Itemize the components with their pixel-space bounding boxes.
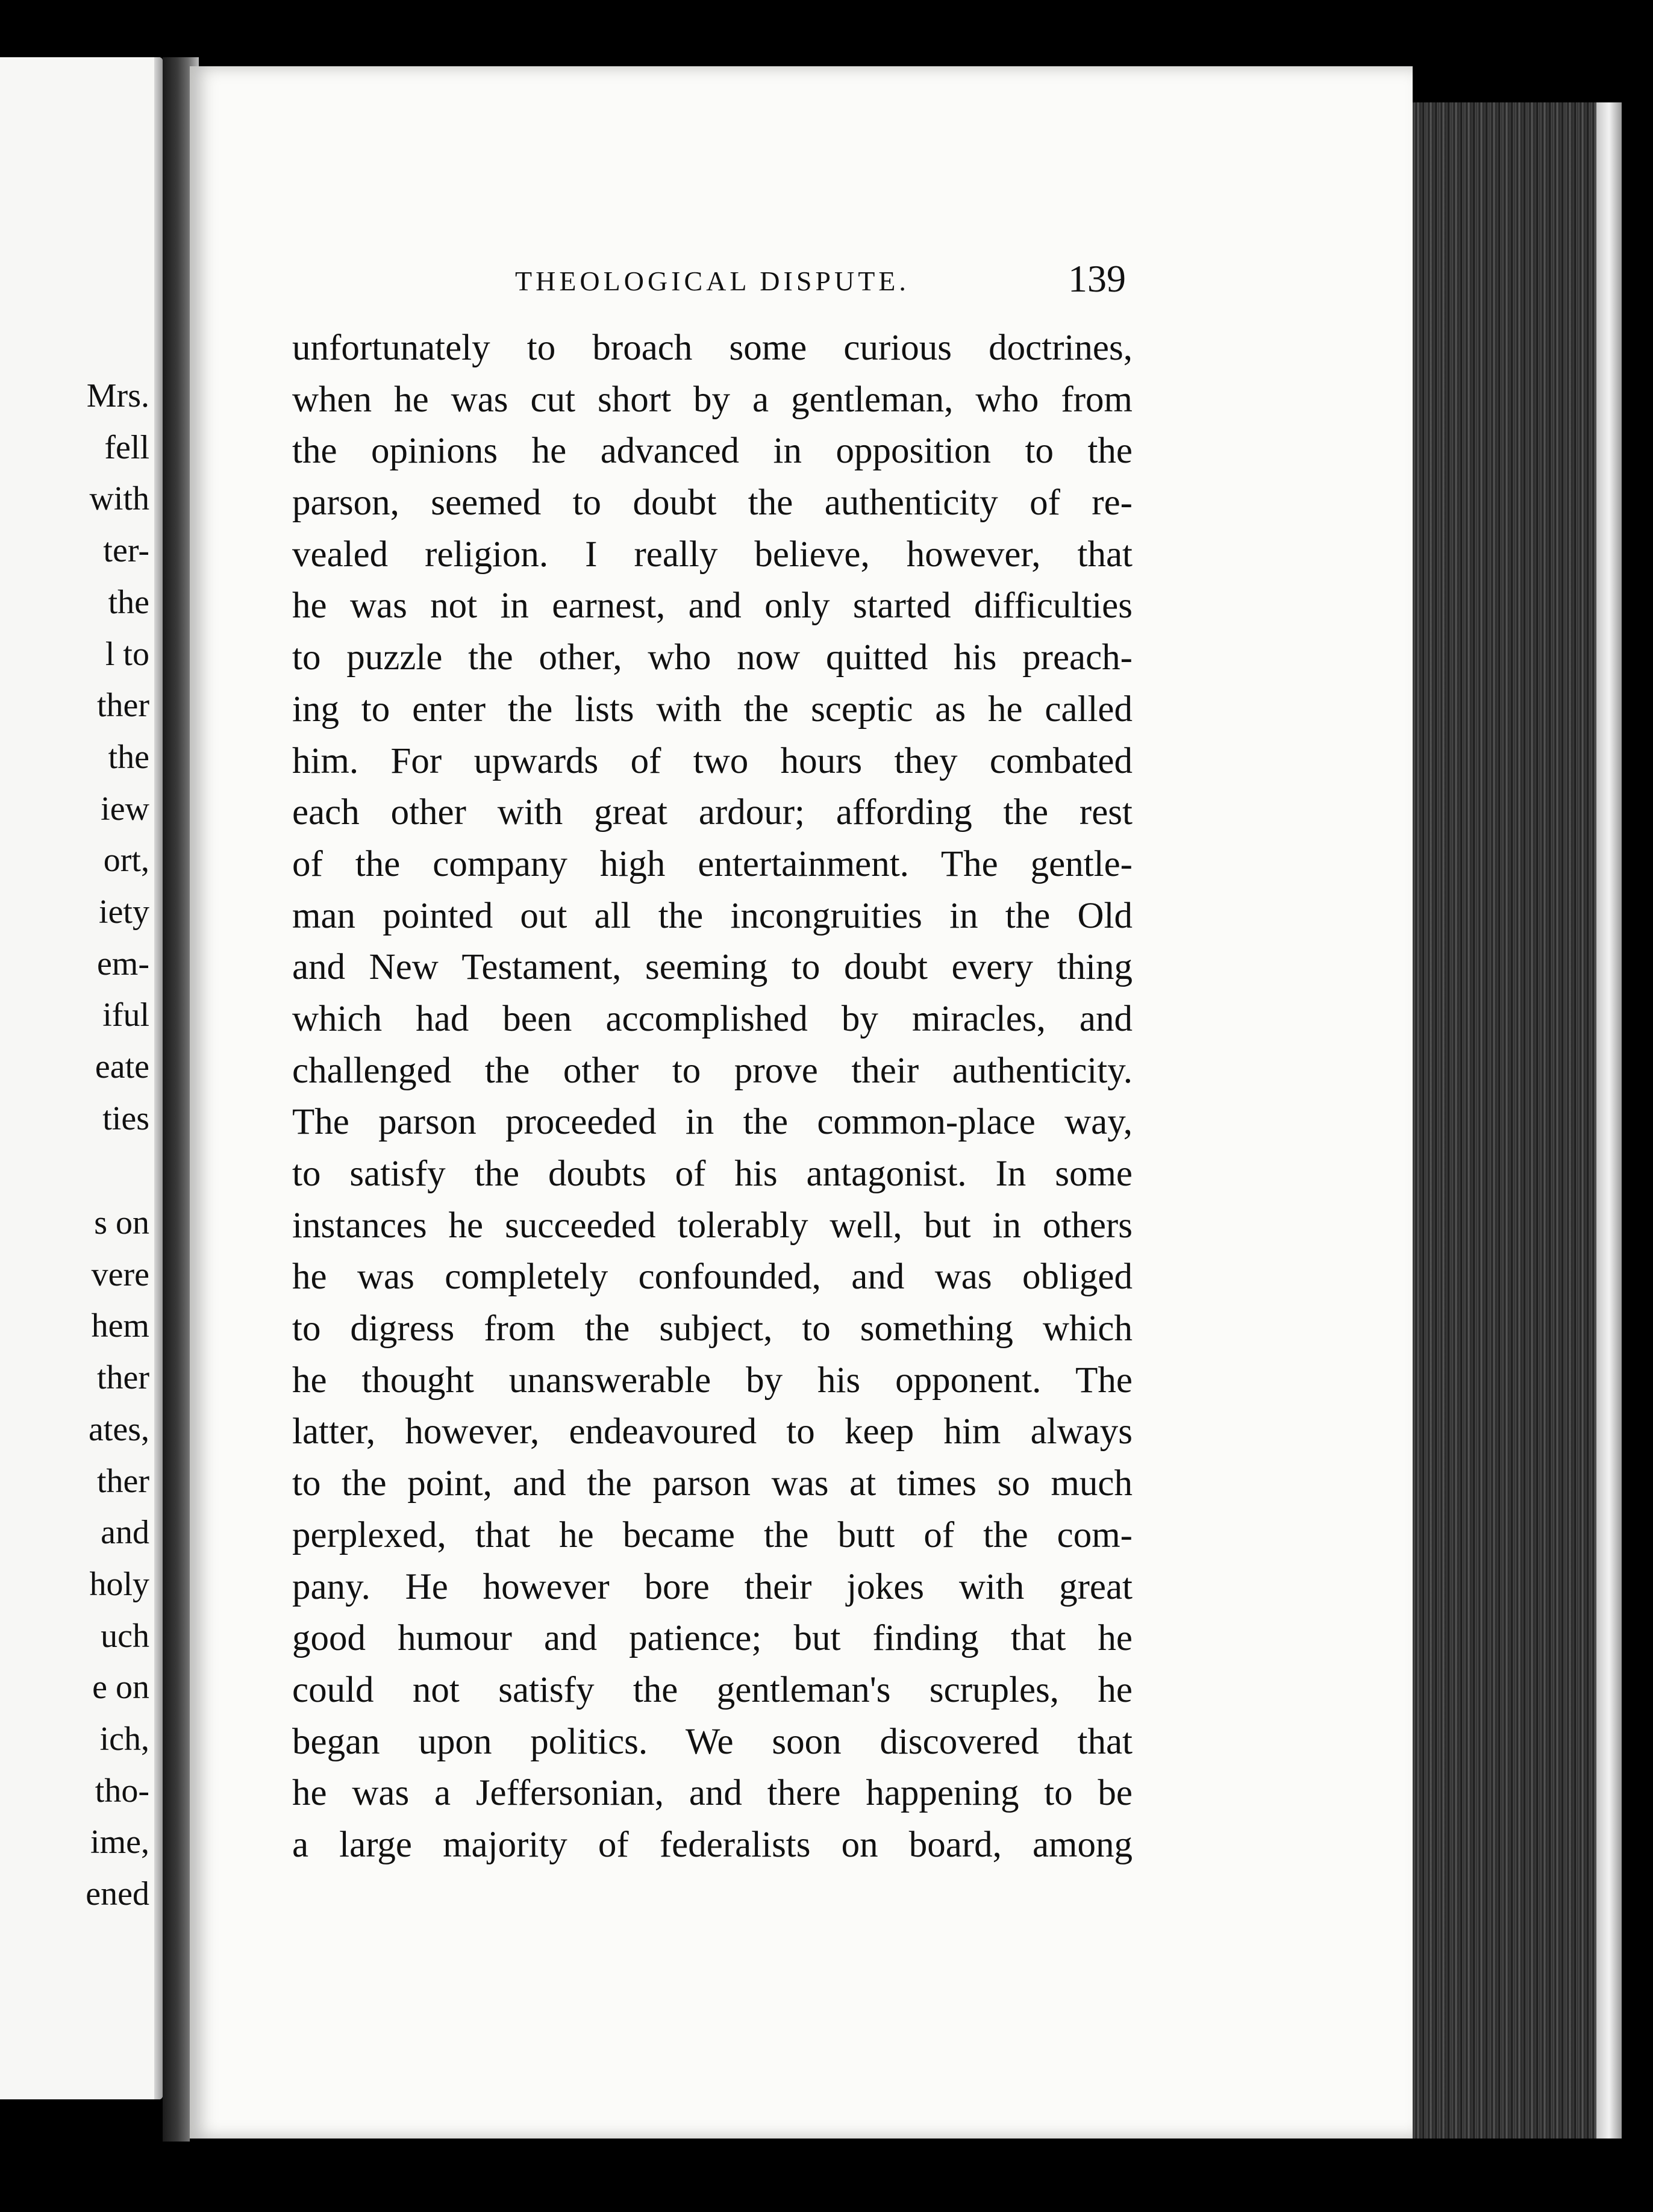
text-line: perplexed, that he became the butt of the com-: [292, 1514, 1133, 1555]
text-line: he was not in earnest, and only started difficulties: [292, 586, 1133, 626]
left-page-line: hem: [91, 1307, 149, 1345]
text-line: when he was cut short by a gentleman, who from: [292, 379, 1133, 420]
book-fore-edge: [1413, 102, 1608, 2163]
text-line: ing to enter the lists with the sceptic as he called: [292, 689, 1133, 730]
running-head: THEOLOGICAL DISPUTE.: [515, 266, 910, 296]
text-line: instances he succeeded tolerably well, but in others: [292, 1205, 1133, 1246]
text-line: of the company high entertainment. The gentle-: [292, 843, 1133, 884]
left-page-line: with: [89, 480, 149, 518]
left-page-line: ime,: [90, 1823, 149, 1861]
text-line: vealed religion. I really believe, however, that: [292, 534, 1133, 575]
left-page-line: iew: [101, 790, 149, 828]
text-line: man pointed out all the incongruities in the Old: [292, 895, 1133, 936]
left-page-line: uch: [101, 1617, 149, 1655]
left-page-line: fell: [104, 428, 149, 466]
left-page-line: ther: [96, 1359, 149, 1397]
left-page-line: ther: [96, 1462, 149, 1500]
text-line: the opinions he advanced in opposition to the: [292, 431, 1133, 472]
text-line: could not satisfy the gentleman's scruples, he: [292, 1669, 1133, 1710]
left-page-line: l to: [105, 635, 149, 673]
left-page-line: iety: [99, 893, 149, 931]
text-line: latter, however, endeavoured to keep him always: [292, 1411, 1133, 1452]
left-page-line: ates,: [88, 1410, 149, 1448]
left-page-line: ter-: [103, 532, 149, 570]
left-page-line: the: [108, 583, 149, 621]
left-page-line: e on: [92, 1669, 149, 1707]
left-page-text-top: [87, 370, 149, 1145]
text-line: to puzzle the other, who now quitted his preach-: [292, 637, 1133, 678]
left-page-edge: [154, 57, 163, 2099]
text-line: The parson proceeded in the common-place way,: [292, 1102, 1133, 1143]
left-page-line: ened: [86, 1875, 149, 1913]
page-number: 139: [1068, 257, 1126, 300]
left-page-line: holy: [89, 1565, 149, 1603]
left-page-line: ort,: [103, 842, 149, 879]
text-line: pany. He however bore their jokes with great: [292, 1566, 1133, 1607]
text-line: which had been accomplished by miracles, and: [292, 998, 1133, 1039]
left-page-line: iful: [102, 996, 149, 1034]
left-page-line: ther: [96, 687, 149, 725]
left-page-line: ties: [102, 1099, 149, 1137]
text-line: to the point, and the parson was at times so much: [292, 1463, 1133, 1504]
left-facing-page: [0, 57, 163, 2099]
left-page-line: s on: [94, 1204, 149, 1242]
left-page-line: em-: [96, 945, 149, 983]
left-page-line: Mrs.: [86, 377, 149, 414]
left-page-line: the: [108, 738, 149, 776]
left-page-line: tho-: [95, 1772, 149, 1810]
left-page-line: vere: [91, 1255, 149, 1293]
text-line: he was completely confounded, and was obliged: [292, 1257, 1133, 1298]
book-page: [190, 66, 1413, 2139]
text-line: challenged the other to prove their authenticity.: [292, 1050, 1133, 1091]
text-line: a large majority of federalists on board, among: [292, 1824, 1133, 1865]
page-header: [190, 257, 1413, 313]
left-page-line: eate: [95, 1048, 149, 1086]
text-line: parson, seemed to doubt the authenticity of re-: [292, 483, 1133, 523]
text-line: each other with great ardour; affording the rest: [292, 792, 1133, 833]
text-line: began upon politics. We soon discovered that: [292, 1721, 1133, 1762]
left-page-text-bottom: [86, 1198, 149, 1920]
text-line: and New Testament, seeming to doubt every thing: [292, 947, 1133, 988]
text-line: unfortunately to broach some curious doctrines,: [292, 328, 1133, 368]
text-line: to satisfy the doubts of his antagonist. In some: [292, 1154, 1133, 1194]
book-cover-edge: [1596, 102, 1622, 2163]
text-line: him. For upwards of two hours they combated: [292, 740, 1133, 781]
text-line: to digress from the subject, to something which: [292, 1308, 1133, 1349]
bottom-shadow: [190, 2139, 1623, 2212]
left-page-line: and: [101, 1514, 149, 1552]
left-page-line: ich,: [99, 1720, 149, 1758]
text-line: he thought unanswerable by his opponent. The: [292, 1360, 1133, 1401]
text-line: he was a Jeffersonian, and there happening to be: [292, 1773, 1133, 1814]
page-body-text: [292, 322, 1133, 1871]
text-line: good humour and patience; but finding that he: [292, 1618, 1133, 1659]
